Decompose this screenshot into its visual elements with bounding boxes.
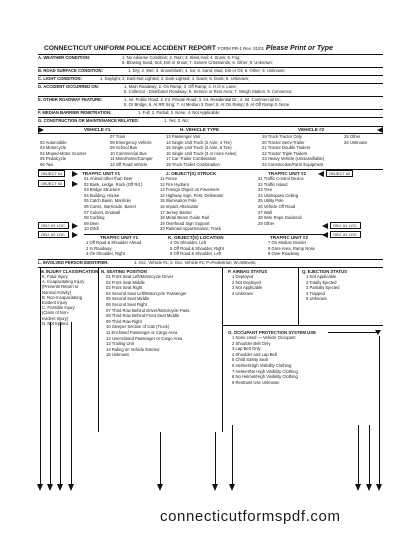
object1-box[interactable]	[38, 170, 65, 177]
vehicle-type-item: 15 Single Unit Truck (2 Axle, 6 Tire)	[166, 145, 232, 151]
protection-corner-arrow-icon	[375, 330, 381, 335]
object-struck-item: 24 Underpass Ceiling	[258, 192, 299, 198]
down-arrow-icon-2	[47, 484, 53, 491]
ejection-item: 1 Not Applicable	[306, 274, 337, 279]
airbag-header: P. AIRBAG STATUS	[228, 269, 268, 274]
obj1-loc-arrow-icon	[72, 223, 78, 229]
left-arrow-line-3	[60, 322, 61, 485]
down-arrow-icon-8	[157, 484, 163, 491]
light-options: 1. Daylight; 2. Dark-Not Lighted; 3. Dark-Lighted; 4. Dawn; 5. Dusk; 9. Unknown;	[100, 76, 250, 81]
object1-label: OBJECT #1	[41, 171, 63, 176]
seating-item: 12 Unenclosed Passenger or Cargo Area	[106, 335, 183, 341]
object-struck-item: 27 Wall	[258, 209, 272, 215]
vehicle-type-item: 19 Truck Tractor Only	[262, 134, 303, 139]
form-number: FORM PR-1 Rev. 01/01	[217, 46, 265, 51]
injury-item: Evident Injury	[42, 300, 68, 305]
injury-item: (Prevents Return to	[42, 284, 79, 290]
roadway-feature-options-1: 1. Int. Public Road; 2. Int. Private Road; 3. Int. Residential Dr.; 4. Int. Commercial Dr.;	[124, 97, 282, 102]
object-struck-item: 14 Highway Sign, Post, Delineator	[160, 192, 224, 198]
rule-l	[38, 267, 383, 268]
seating-item: 04 Second Seat Left/Motorcycle Passenger	[106, 290, 187, 296]
object-struck-item: 13 Foreign Object on Pavement	[160, 187, 220, 193]
seating-item: 01 Front Seat Left/Motorcycle Driver	[106, 274, 174, 279]
airbag-item: 4 Unknown	[232, 290, 253, 296]
object-struck-item: 09 Deer	[84, 220, 99, 226]
object-struck-item: 11 Fence	[160, 176, 178, 181]
object-struck-item: 16 Impact Attenuator	[160, 204, 199, 209]
seating-item: 05 Second Seat Middle	[106, 296, 150, 302]
object-struck-item: 17 Jersey Barrier	[160, 209, 192, 215]
object-location-item: 4 On Shoulder, Left	[170, 240, 207, 245]
obj1-loc-right-arrow-icon	[322, 223, 328, 229]
object-location-item: 2 In Roadway	[86, 245, 112, 251]
object-struck-item: 01 Animal other than Deer	[84, 176, 133, 181]
airbag-item: 2 Not Deployed	[232, 279, 261, 285]
object-struck-item: 04 Building, House	[84, 192, 120, 198]
right-arrow-line-3	[379, 336, 380, 485]
injury-item: Normal Activity)	[42, 289, 72, 295]
vehicle-type-item: 20 Tractor Semi-Trailer	[262, 139, 305, 145]
vehicle-type-item: 07 Train	[110, 134, 126, 139]
down-arrow-icon-9	[212, 484, 218, 491]
object1-arrow-icon	[72, 171, 78, 177]
protection-item: 5 Child Safety Seat	[232, 357, 268, 363]
injury-item: N. Not Injured	[42, 320, 68, 326]
left-arrow-line-2	[50, 322, 51, 485]
vehicle1-header: VEHICLE #1	[84, 127, 111, 132]
weather-options-2: 6. Blowing Sand, Soil, Dirt or Snow; 7. Severe Crosswinds; 8. Other; 9. Unknown;	[122, 60, 274, 65]
object-location-item: 8 Gore Area, Ramp Nose	[268, 245, 316, 251]
vehicle-type-item: 25 Other	[344, 134, 361, 139]
objects-struck-header: J. OBJECT(S) STRUCK	[166, 171, 217, 176]
obj2-loc-box-left[interactable]	[38, 231, 69, 238]
object-location-item: 1 Off Road & Shoulder Ahead	[86, 240, 142, 245]
protection-item: 1 None Used — Vehicle Occupant	[232, 335, 296, 340]
vehicle-type-item: 08 Emergency Vehicle	[110, 139, 152, 145]
object-struck-item: 02 Bank, Ledge, Rock (Off Rd.)	[84, 181, 143, 187]
divider-p-q	[298, 267, 299, 325]
loc-traffic-unit1-header: TRAFFIC UNIT #1	[100, 235, 139, 240]
object-struck-item: 19 Overhead Sign Support	[160, 220, 210, 226]
obj1-loc-box-left[interactable]	[38, 222, 69, 229]
center-arrow-line-1	[160, 432, 161, 485]
vehicle-type-item: 06 Taxi	[40, 162, 54, 167]
seating-item: 11 Enclosed Passenger or Cargo Area	[106, 330, 178, 335]
ejection-item: 3 Partially Ejected	[306, 285, 340, 291]
object-struck-item: 15 Illumination Pole	[160, 198, 197, 204]
vehicle-type-item: 12 Off Road Vehicle	[110, 162, 148, 167]
involved-person-label: L. INVOLVED PERSON IDENTIFIER:	[38, 260, 109, 265]
object2-arrow-left-icon	[318, 171, 324, 177]
obj2-loc-label-left: OBJ. #2 LOC.	[41, 232, 66, 237]
median-options: 1. Full; 2. Partial; 3. None; 4. Not Applicable;	[138, 110, 221, 115]
divider-n-p	[222, 267, 223, 432]
protection-item: 4 Shoulder and Lap Belt	[232, 351, 277, 357]
injury-item: (Claim of Non-	[42, 310, 69, 316]
object2-label-right: OBJECT #2	[329, 171, 351, 176]
object-struck-item: 29 Other	[258, 220, 275, 226]
vehicle-type-item: 03 Motorcycle	[40, 145, 67, 151]
vehicle-type-item: 23 Heavy Vehicle (Unclassifiable)	[262, 156, 325, 162]
down-arrow-icon-7	[376, 484, 382, 491]
right-arrow-line-2	[369, 425, 370, 485]
object-struck-item: 08 Curbing	[84, 215, 105, 221]
weather-options-1: 1. No Adverse Condition; 2. Rain; 3. Sleet,Hail; 4. Snow; 5. Fog;	[122, 55, 241, 60]
vehicle-type-item: 21 Tractor Double Trailers	[262, 145, 311, 151]
divider-m-n	[98, 267, 99, 432]
down-arrow-icon-3	[57, 484, 63, 491]
road-surface-label: B. ROAD SURFACE CONDITION:	[38, 68, 103, 73]
object-struck-item: 20 Railroad Appurtenance, Track	[160, 226, 221, 232]
airbag-item: 1 Deployed	[232, 274, 254, 279]
injury-header: M. INJURY CLASSIFICATION	[40, 269, 99, 274]
injury-item: A. Incapacitating Injury	[42, 279, 85, 285]
traffic-unit1-header: TRAFFIC UNIT #1	[82, 171, 121, 176]
ejection-item: 5 Unknown	[306, 296, 327, 302]
road-surface-options: 1. Dry; 2. Wet; 3. Snow/Slush; 4. Ice; 5. Sand, Mud, Dirt or Oil; 8. Other; 9. Unknown;	[128, 68, 286, 73]
object-struck-item: 07 Culvert, Endwall	[84, 209, 121, 215]
rule-h	[38, 133, 383, 134]
obj1-loc-label-left: OBJ. #1 LOC.	[41, 223, 66, 228]
occurred-options-1: 1. Main Roadway; 2. On Ramp; 3. Off Ramp; 4. H.O.V. Lane;	[124, 84, 237, 89]
print-instruction: Please Print or Type	[265, 45, 333, 52]
airbag-item: 3 Not Applicable	[232, 285, 263, 291]
roadway-feature-label: E. OTHER ROADWAY FEATURE:	[38, 97, 103, 102]
seating-item: 03 Front Seat Right	[106, 285, 143, 291]
vehicle-type-item: 02 Automobile	[40, 139, 67, 145]
down-arrow-icon-5	[355, 484, 361, 491]
roadway-feature-options-2: 5. Or Bridge; 6. At RR Xing; 7. At Median X Over; 8. At On Ramp; 9. At Off Ramp 0. None	[124, 102, 290, 107]
occurred-options-2: 5. Collector - Distributor Roadway; 6. Service or Rest Area; 7. Weigh Station; 8. Connector;	[124, 89, 293, 94]
protection-header: O. OCCUPANT PROTECTION SYSTEM USE	[228, 330, 317, 335]
down-arrow-icon-1	[37, 484, 43, 491]
object-struck-item: 06 Const., Barricade, Barrel	[84, 204, 136, 209]
protection-item: 7 Helmet/No High Visibility Clothing	[232, 368, 298, 374]
right-arrow-line-1	[358, 425, 359, 485]
vehicle-type-item: 16 Single Unit Truck (3 or more Axles)	[166, 150, 237, 156]
ejection-header: Q. EJECTION STATUS	[302, 269, 347, 274]
object-struck-item: 10 Ditch	[84, 226, 100, 232]
injury-item: C. Possible Injury	[42, 305, 75, 311]
object-struck-item: 23 Tree	[258, 187, 273, 193]
vehicle-type-item: 13 Passenger Van	[166, 134, 201, 139]
object-struck-item: 26 Vehicle Off Road	[258, 204, 296, 209]
down-arrow-icon-10	[229, 484, 235, 491]
left-arrow-line-1	[40, 267, 41, 485]
vehicle-type-item: 22 Tractor Triple Trailers	[262, 150, 308, 156]
object-struck-item: 03 Bridge Structure	[84, 187, 121, 193]
object-location-item: 9 Over Roadway	[268, 251, 300, 257]
vehicle-type-item: 09 School Bus	[110, 145, 138, 151]
seating-item: 09 Third Row Right	[106, 318, 142, 324]
object-location-item: 7 On Median Divider	[268, 240, 307, 245]
object-struck-item: 21 Traffic Control Device	[258, 176, 304, 181]
vehicle-type-item: 14 Single Unit Truck (2 Axle, 4 Tire)	[166, 139, 232, 145]
obj1-loc-label-right: OBJ. #1 LOC.	[333, 223, 358, 228]
object-struck-item: 28 Wire Rope Guiderail	[258, 215, 302, 221]
injury-item: B. Non-Incapacitating	[42, 294, 83, 300]
report-title: CONNECTICUT UNIFORM POLICE ACCIDENT REPORT	[44, 45, 216, 52]
object-location-header: K. OBJECT(S) LOCATION	[168, 235, 224, 240]
obj2-loc-label-right: OBJ. #2 LOC.	[333, 232, 358, 237]
seating-item: 13 Trailing Unit	[106, 341, 134, 347]
injury-item: K. Fatal Injury	[42, 274, 68, 279]
center-arrow-line-2	[215, 432, 216, 485]
seating-item: 15 Unknown	[106, 352, 130, 358]
vehicle-type-item: 10 Commercial Bus	[110, 150, 147, 156]
seating-header: N. SEATING POSITION	[101, 269, 147, 274]
involved-person-options: 1. Occ. Vehicle #1; 2. Occ. Vehicle #2; P=Pedestrian; W=Witness;	[134, 260, 257, 265]
vehicle-type-item: 24 Construction/Farm Equipment	[262, 162, 324, 167]
protection-item: 2 Shoulder Belt Only	[232, 340, 271, 346]
protection-item: 8 No Helmet/High Visibility Clothing	[232, 374, 298, 380]
center-arrow-line-3	[232, 425, 233, 485]
traffic-unit2-header: TRAFFIC UNIT #2	[268, 171, 307, 176]
obj2-loc-arrow-icon	[72, 232, 78, 238]
vehicle-type-item: 17 Car-Trailer Combination	[166, 156, 217, 162]
occurred-label: D. ACCIDENT OCCURRED ON:	[38, 84, 100, 89]
weather-label: A. WEATHER CONDITION:	[38, 55, 91, 60]
vehicle-type-item: 05 Pedalcycle	[40, 156, 67, 162]
protection-item: 9 Restraint Use Unknown	[232, 379, 280, 385]
seating-item: 06 Second Seat Right	[106, 302, 147, 307]
vehicle-type-item: 11 Motorhome/Camper	[110, 156, 153, 162]
protection-leader	[328, 332, 378, 333]
vehicle-type-item: 26 Unknown	[344, 139, 368, 145]
obj2-loc-right-arrow-icon	[322, 232, 328, 238]
object-struck-item: 25 Utility Pole	[258, 198, 284, 204]
watermark-text: connecticutformspdf.com	[160, 508, 341, 525]
object2-box-right[interactable]	[326, 170, 353, 177]
down-arrow-icon-4	[68, 484, 74, 491]
construction-options: 1. Yes; 2. No;	[164, 118, 189, 123]
seating-item: 08 Third Row Behind Front Seat Middle	[106, 313, 180, 319]
vehicle-type-header: H. VEHICLE TYPE	[180, 127, 220, 132]
object-struck-item: 12 Fire Hydrant	[160, 181, 189, 187]
form-title	[44, 45, 333, 52]
object-location-item: 3 On Shoulder, Right	[86, 251, 125, 257]
obj1-loc-box-right[interactable]	[330, 222, 361, 229]
vehicle-type-item: 18 Truck-Trailer Combination	[166, 162, 220, 167]
object-struck-item: 18 Metal Beam Guide Rail	[160, 215, 209, 221]
vehicle2-header: VEHICLE #2	[298, 127, 325, 132]
seating-item: 02 Front Seat Middle	[106, 279, 145, 285]
down-arrow-icon-6	[366, 484, 372, 491]
object2-box-left[interactable]	[38, 180, 65, 187]
object2-arrow-icon	[72, 181, 78, 187]
protection-item: 3 Lap Belt Only	[232, 346, 261, 352]
light-label: C. LIGHT CONDITION:	[38, 76, 82, 81]
vehicle-type-item: 04 Moped-Motor Scooter	[40, 150, 87, 156]
object2-label-left: OBJECT #2	[41, 181, 63, 186]
obj2-loc-box-right[interactable]	[330, 231, 361, 238]
object-location-item: 6 Off Road & Shoulder, Left	[170, 251, 222, 257]
seating-item: 14 Riding on Vehicle Exterior	[106, 346, 160, 352]
left-arrow-line-4	[71, 322, 72, 485]
construction-label: G. CONSTRUCTION OR MAINTENANCE RELATED:	[38, 118, 139, 123]
ejection-item: 4 Trapped	[306, 290, 325, 296]
median-label: F. MEDIAN BARRIER PENETRATION:	[38, 110, 112, 115]
ejection-item: 2 Totally Ejected	[306, 279, 337, 285]
protection-item: 6 Helmet/High Visibility Clothing	[232, 363, 292, 368]
object-struck-item: 05 Catch Basin, Manhole	[84, 198, 131, 204]
seating-item: 07 Third Row Behind Driver/Motorcycle Pass.	[106, 307, 191, 313]
object-struck-item: 22 Traffic Island	[258, 181, 288, 187]
injury-item: evident Injury)	[42, 315, 69, 321]
loc-traffic-unit2-header: TRAFFIC UNIT #2	[270, 235, 309, 240]
rule-o-top	[222, 325, 383, 326]
seating-item: 10 Sleeper Section of Cab (Truck)	[106, 324, 170, 330]
object-location-item: 5 Off Road & Shoulder, Right	[170, 245, 224, 251]
